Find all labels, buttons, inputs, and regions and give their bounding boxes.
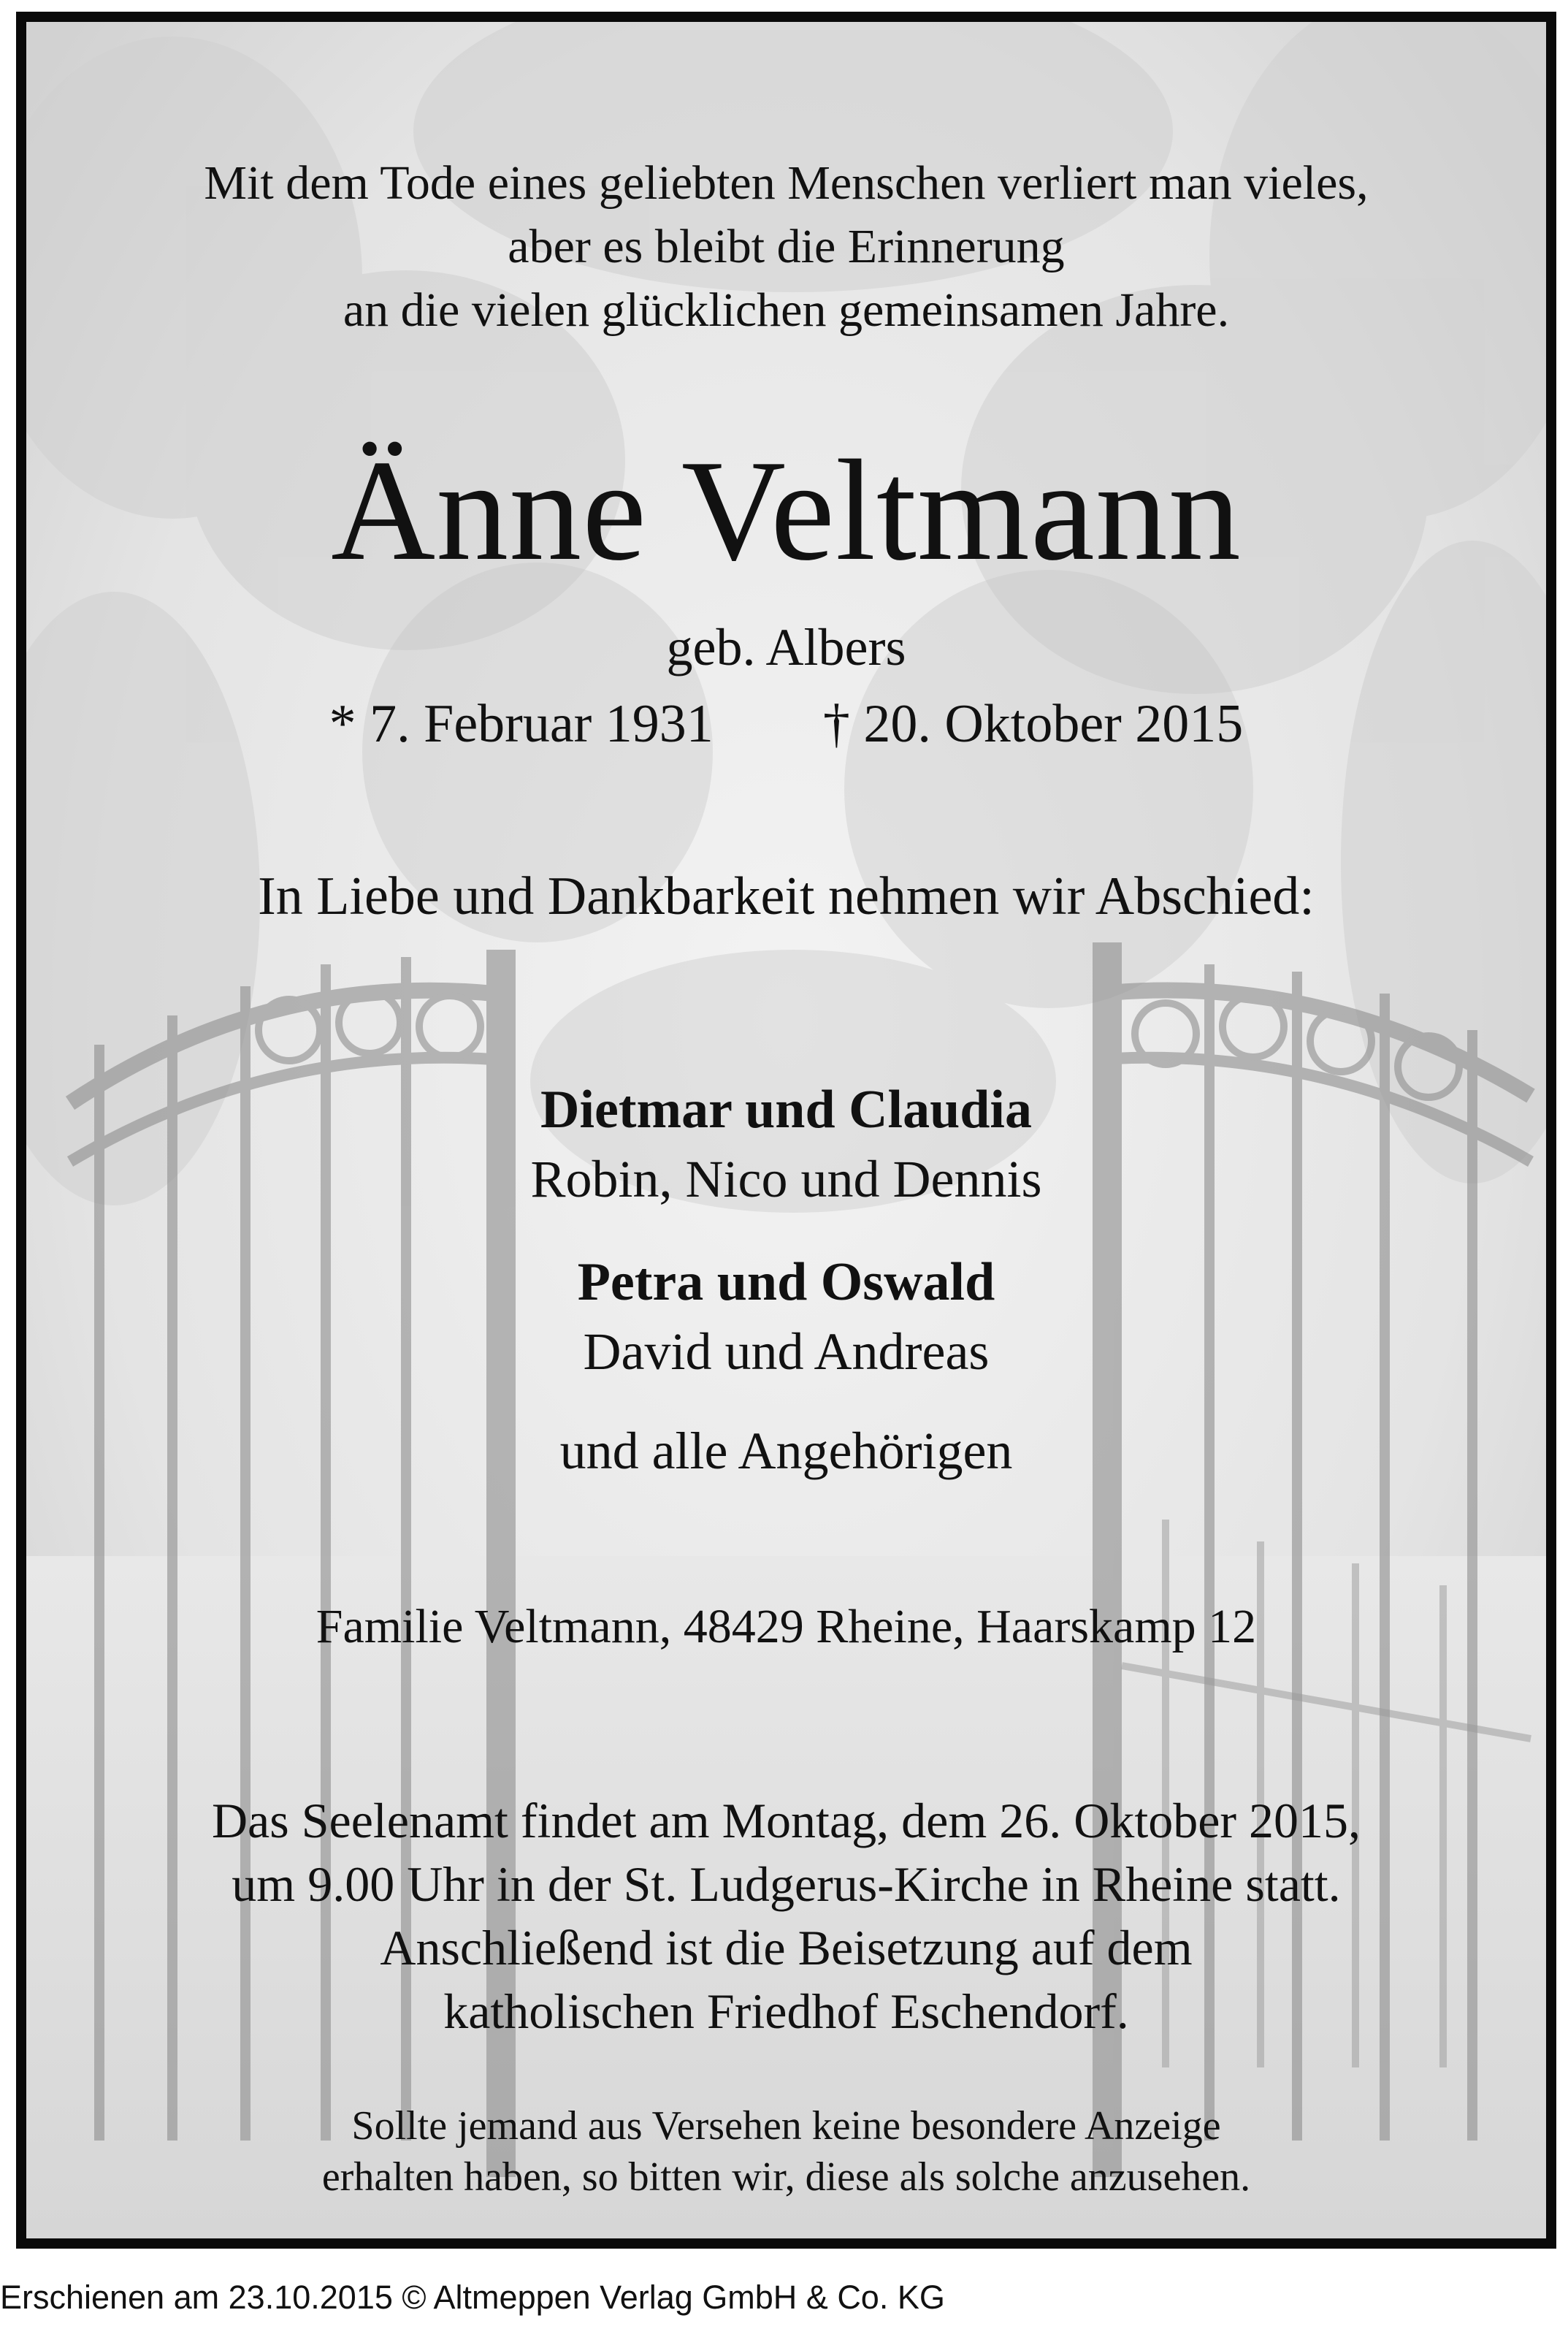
service-info-line: um 9.00 Uhr in der St. Ludgerus-Kirche in Rheine statt. xyxy=(232,1856,1341,1912)
service-info-line: katholischen Friedhof Eschendorf. xyxy=(443,1983,1129,2039)
service-info-line: Das Seelenamt findet am Montag, dem 26. Oktober 2015, xyxy=(211,1793,1361,1848)
relatives-line: und alle Angehörigen xyxy=(559,1422,1013,1480)
birth-name: geb. Albers xyxy=(666,618,906,676)
notice-content xyxy=(26,22,1546,2238)
farewell-intro: In Liebe und Dankbarkeit nehmen wir Abschied: xyxy=(258,866,1315,926)
memorial-quote-line: Mit dem Tode eines geliebten Menschen verliert man vieles, xyxy=(204,156,1369,210)
mourner-names: Petra und Oswald xyxy=(577,1252,995,1312)
service-info-line: Anschließend ist die Beisetzung auf dem xyxy=(380,1920,1193,1975)
obituary-notice xyxy=(16,12,1556,2249)
notice-disclaimer-line: Sollte jemand aus Versehen keine besondere Anzeige xyxy=(351,2103,1221,2149)
deceased-name: Änne Veltmann xyxy=(331,430,1242,590)
notice-disclaimer-line: erhalten haben, so bitten wir, diese als solche anzusehen. xyxy=(321,2154,1251,2200)
mourner-children: David und Andreas xyxy=(583,1322,990,1381)
life-dates xyxy=(26,694,1546,754)
memorial-quote-line: an die vielen glücklichen gemeinsamen Jahre. xyxy=(343,283,1230,337)
mourner-children: Robin, Nico und Dennis xyxy=(530,1150,1042,1208)
birth-date: * 7. Februar 1931 xyxy=(329,694,714,754)
family-address: Familie Veltmann, 48429 Rheine, Haarskamp 12 xyxy=(315,1600,1257,1653)
memorial-quote-line: aber es bleibt die Erinnerung xyxy=(508,220,1065,273)
publication-footer: Erschienen am 23.10.2015 © Altmeppen Verlag GmbH & Co. KG xyxy=(0,2279,945,2316)
mourner-names: Dietmar und Claudia xyxy=(540,1080,1032,1140)
death-date: † 20. Oktober 2015 xyxy=(822,694,1244,754)
